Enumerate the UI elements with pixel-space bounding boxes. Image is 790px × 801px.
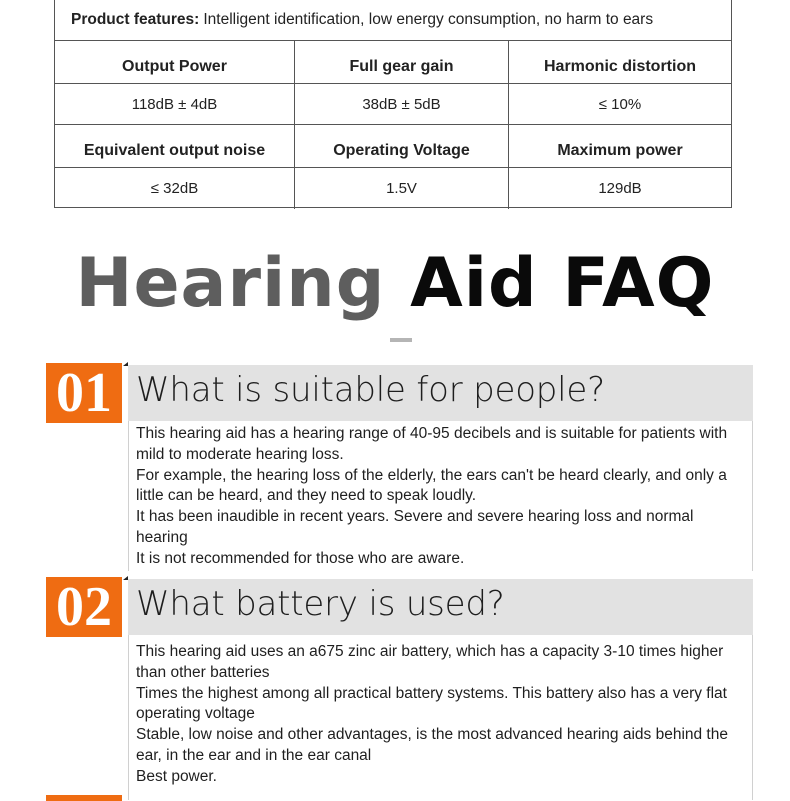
corner-marker bbox=[123, 576, 128, 580]
answer-paragraph: Best power. bbox=[136, 767, 217, 785]
spec-value-output-power: 118dB ± 4dB bbox=[55, 84, 295, 124]
question-title: What battery is used? bbox=[136, 584, 505, 624]
spec-value-operating-voltage: 1.5V bbox=[295, 168, 509, 209]
features-text: Intelligent identification, low energy consumption, no harm to ears bbox=[203, 11, 654, 28]
spec-header-row bbox=[55, 41, 731, 84]
spec-header-operating-voltage: Operating Voltage bbox=[295, 125, 509, 167]
spec-table bbox=[54, 0, 732, 208]
title-underline-dash bbox=[390, 338, 412, 342]
faq-title-part2: Aid FAQ bbox=[410, 244, 715, 323]
spec-header-harmonic-distortion: Harmonic distortion bbox=[543, 58, 696, 75]
spec-header-row bbox=[55, 125, 731, 168]
answer-paragraph: For example, the hearing loss of the elderly, the ears can't be heard clearly, and only a little can be heard, and they need to speak loudly. bbox=[136, 466, 727, 505]
answer-text bbox=[136, 424, 746, 570]
spec-value-harmonic-distortion: ≤ 10% bbox=[598, 95, 642, 113]
product-features-row bbox=[55, 0, 731, 41]
corner-marker bbox=[123, 362, 128, 366]
spec-value-row bbox=[55, 84, 731, 125]
question-title: What is suitable for people? bbox=[136, 370, 605, 410]
spec-header-output-noise: Equivalent output noise bbox=[55, 125, 295, 167]
spec-value-full-gear-gain: 38dB ± 5dB bbox=[295, 84, 509, 124]
spec-header-full-gear-gain: Full gear gain bbox=[295, 41, 509, 83]
question-number-badge: 02 bbox=[46, 577, 122, 637]
faq-title-part1: Hearing bbox=[75, 244, 386, 323]
spec-value-output-noise: ≤ 32dB bbox=[55, 168, 295, 209]
spec-value-maximum-power: 129dB bbox=[598, 180, 642, 197]
spec-header-output-power: Output Power bbox=[55, 41, 295, 83]
answer-paragraph: Stable, low noise and other advantages, is the most advanced hearing aids behind the ear, in the ear and in the ear canal bbox=[136, 726, 728, 764]
answer-paragraph: This hearing aid has a hearing range of 40-95 decibels and is suitable for patients with mild to moderate hearing loss. bbox=[136, 425, 728, 463]
answer-paragraph: This hearing aid uses an a675 zinc air battery, which has a capacity 3-10 times higher than other batteries bbox=[136, 643, 724, 681]
answer-paragraph: It has been inaudible in recent years. Severe and severe hearing loss and normal hearing bbox=[136, 508, 694, 546]
answer-paragraph: It is not recommended for those who are aware. bbox=[136, 549, 465, 567]
faq-title bbox=[0, 244, 790, 324]
next-question-number-badge bbox=[46, 795, 122, 801]
answer-text bbox=[136, 642, 746, 788]
question-number-badge: 01 bbox=[46, 363, 122, 423]
answer-paragraph: Times the highest among all practical battery systems. This battery also has a very flat operating voltage bbox=[136, 684, 727, 723]
spec-header-maximum-power: Maximum power bbox=[557, 142, 683, 159]
features-label: Product features: bbox=[71, 11, 200, 28]
spec-value-row bbox=[55, 168, 731, 209]
